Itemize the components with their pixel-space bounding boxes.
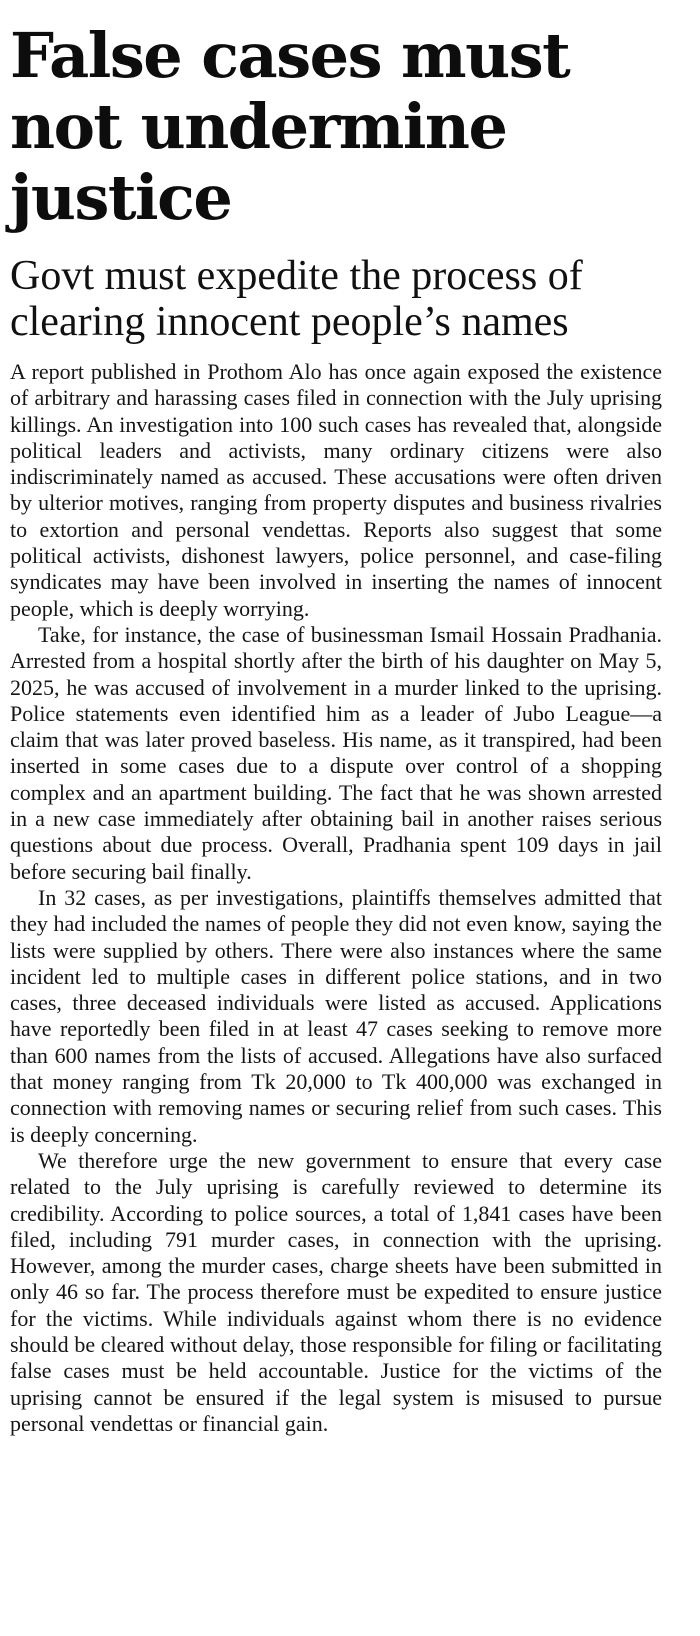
paragraph-2: Take, for instance, the case of businessman Ismail Hossain Pradhania. Arrested from a hospital shortly after the birth of his daughter on May 5, 2025, he was accused of involvement in a murder linked to the uprising. Police statements even identified him as a leader of Jubo League—a claim that was later proved baseless. His name, as it transpired, had been inserted in some cases due to a dispute over control of a shopping complex and an apartment building. The fact that he was shown arrested in a new case immediately after obtaining bail in another raises serious questions about due process. Overall, Pradhania spent 109 days in jail before securing bail finally. [10,621,662,884]
article-body [10,359,662,1437]
paragraph-4: We therefore urge the new government to ensure that every case related to the July uprising is carefully reviewed to determine its credibility. According to police sources, a total of 1,841 cases have been filed, including 791 murder cases, in connection with the uprising. However, among the murder cases, charge sheets have been submitted in only 46 so far. The process therefore must be expedited to ensure justice for the victims. While individuals against whom there is no evidence should be cleared without delay, those responsible for filing or facilitating false cases must be held accountable. Justice for the victims of the uprising cannot be ensured if the legal system is misused to pursue personal vendettas or financial gain. [10,1147,662,1436]
paragraph-1: A report published in Prothom Alo has once again exposed the existence of arbitrary and harassing cases filed in connection with the July uprising killings. An investigation into 100 such cases has revealed that, alongside political leaders and activists, many ordinary citizens were also indiscriminately named as accused. These accusations were often driven by ulterior motives, ranging from property disputes and business rivalries to extortion and personal vendettas. Reports also suggest that some political activists, dishonest lawyers, police personnel, and case-filing syndicates may have been involved in inserting the names of innocent people, which is deeply worrying. [10,359,662,621]
headline: False cases must not undermine justice [10,19,570,234]
editorial-article [10,20,662,1437]
paragraph-3: In 32 cases, as per investigations, plaintiffs themselves admitted that they had included the names of people they did not even know, saying the lists were supplied by others. There were also instances where the same incident led to multiple cases in different police stations, and in two cases, three deceased individuals were listed as accused. Applications have reportedly been filed in at least 47 cases seeking to remove more than 600 names from the lists of accused. Allegations have also surfaced that money ranging from Tk 20,000 to Tk 400,000 was exchanged in connection with removing names or securing relief from such cases. This is deeply concerning. [10,884,662,1147]
subheadline: Govt must expedite the process of clearing innocent people’s names [10,253,583,345]
